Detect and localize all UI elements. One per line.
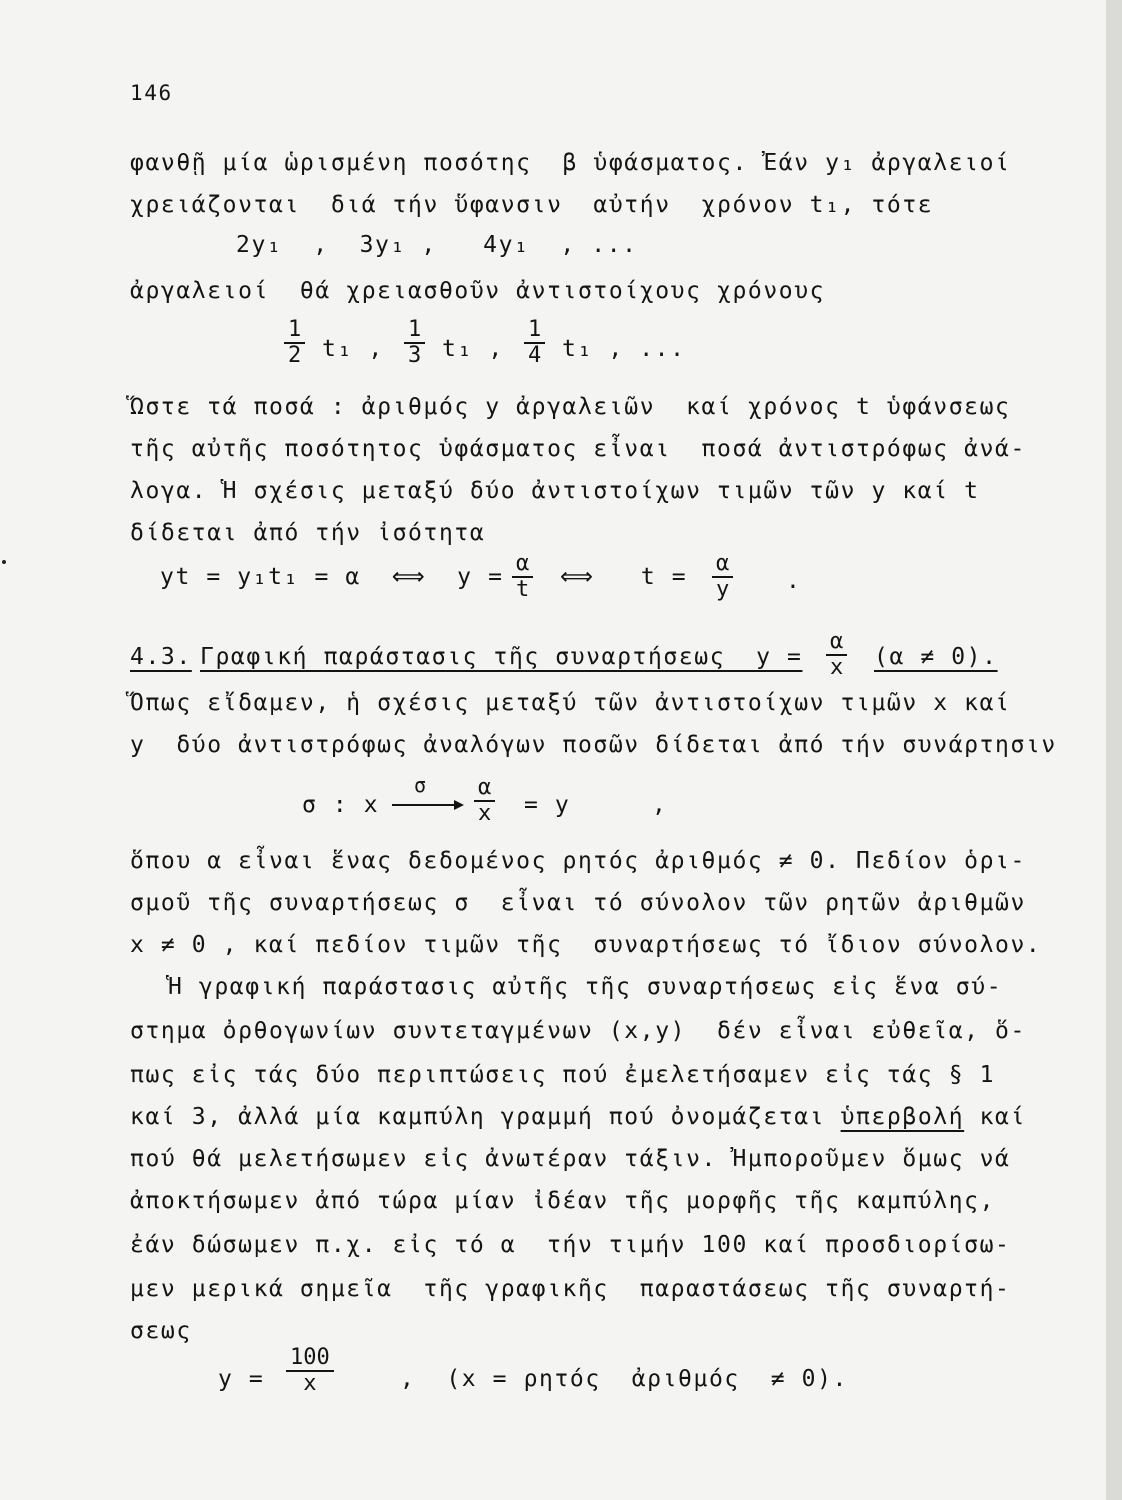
text-line: φανθῇ μία ὡρισμένη ποσότης β ὑφάσματος. Ἐάν y₁ ἀργαλειοί [130,150,1011,176]
fraction-half: $\frac{1}{2}$ [284,318,305,368]
mapping-comma: , [652,792,668,818]
section-number: 4.3. [130,644,192,670]
text-line: Ὅπως εἴδαμεν, ἡ σχέσις μεταξύ τῶν ἀντιστοίχων τιμῶν x καί [130,690,1011,716]
equation-left: yt = y₁t₁ = α ⟺ y = [160,564,504,590]
fraction-quarter: $\frac{1}{4}$ [524,318,545,368]
fraction-a-over-x: $\frac{\alpha}{x}$ [474,776,495,826]
text-line: y δύο ἀντιστρόφως ἀναλόγων ποσῶν δίδεται ἀπό τήν συνάρτησιν [130,732,1057,758]
fraction-100-over-x: $\frac{100}{x}$ [286,1346,334,1396]
arrow-label: σ [414,773,428,797]
mapping-arrow-icon [392,798,464,812]
text-line: σμοῦ τῆς συναρτήσεως σ εἶναι τό σύνολον τῶν ρητῶν ἀριθμῶν [130,890,1026,916]
underlined-term: ὑπερβολή [840,1104,965,1130]
section-title: Γραφική παράστασις τῆς συναρτήσεως y = [200,644,803,670]
text-line: δίδεται ἀπό τήν ἰσότητα [130,520,486,546]
text-line: ἐάν δώσωμεν π.χ. εἰς τό α τήν τιμήν 100 καί προσδιορίσω- [130,1232,1011,1258]
equation-left: y = [218,1366,265,1392]
page-edge-shadow [1106,0,1122,1500]
t1-term: t₁ , [442,336,504,362]
text-line: Ἡ γραφική παράστασις αὐτῆς τῆς συναρτήσεως εἰς ἕνα σύ- [168,974,1003,1000]
mapping-left: σ : x [302,792,380,818]
text-line: ὅπου α εἶναι ἕνας δεδομένος ρητός ἀριθμός ≠ 0. Πεδίον ὁρι- [130,848,1026,874]
text-line: τῆς αὐτῆς ποσότητος ὑφάσματος εἶναι ποσά ἀντιστρόφως ἀνά- [130,436,1026,462]
text-line: λογα. Ἡ σχέσις μεταξύ δύο ἀντιστοίχων τιμῶν τῶν y καί t [130,478,980,504]
text-line [130,1102,1026,1132]
t1-term: t₁ , ... [562,336,686,362]
text-line: πως εἰς τάς δύο περιπτώσεις πού ἐμελετήσαμεν εἰς τάς § 1 [130,1062,996,1088]
mapping-right: = y [524,792,571,818]
t1-term: t₁ , [322,336,384,362]
text-line: χρειάζονται διά τήν ὕφανσιν αὐτήν χρόνον t₁, τότε [130,192,934,218]
text-span: καί [964,1104,1026,1130]
text-line: στημα ὀρθογωνίων συντεταγμένων (x,y) δέν εἶναι εὐθεῖα, ὅ- [130,1018,1026,1044]
fraction-a-over-y: $\frac{\alpha}{y}$ [712,552,733,602]
page-number: 146 [130,81,173,105]
text-line: πού θά μελετήσωμεν εἰς ἀνωτέραν τάξιν. Ἠμποροῦμεν ὅμως νά [130,1146,1011,1172]
fraction-a-over-t: $\frac{\alpha}{t}$ [512,552,533,602]
equation-right: , (x = ρητός ἀριθμός ≠ 0). [400,1366,848,1392]
fraction-third: $\frac{1}{3}$ [404,318,425,368]
margin-dot [2,560,6,564]
text-line: ἀποκτήσωμεν ἀπό τώρα μίαν ἰδέαν τῆς μορφῆς τῆς καμπύλης, [130,1188,996,1214]
text-line: Ὥστε τά ποσά : ἀριθμός y ἀργαλειῶν καί χρόνος t ὑφάνσεως [130,394,1011,420]
text-line: x ≠ 0 , καί πεδίον τιμῶν τῆς συναρτήσεως τό ἴδιον σύνολον. [130,932,1042,958]
sequence-line: 2y₁ , 3y₁ , 4y₁ , ... [236,232,638,258]
equation-middle: ⟺ t = [560,564,688,590]
section-fraction: $\frac{\alpha}{x}$ [826,630,847,680]
text-line: ἀργαλειοί θά χρειασθοῦν ἀντιστοίχους χρόνους [130,278,826,304]
text-span: καί 3, ἀλλά μία καμπύλη γραμμή πού ὀνομάζεται [130,1104,841,1130]
text-line: σεως [130,1318,192,1344]
equation-end: . [786,568,802,594]
text-line: μεν μερικά σημεῖα τῆς γραφικῆς παραστάσεως τῆς συναρτή- [130,1276,1011,1302]
section-condition: (α ≠ 0). [874,644,998,670]
